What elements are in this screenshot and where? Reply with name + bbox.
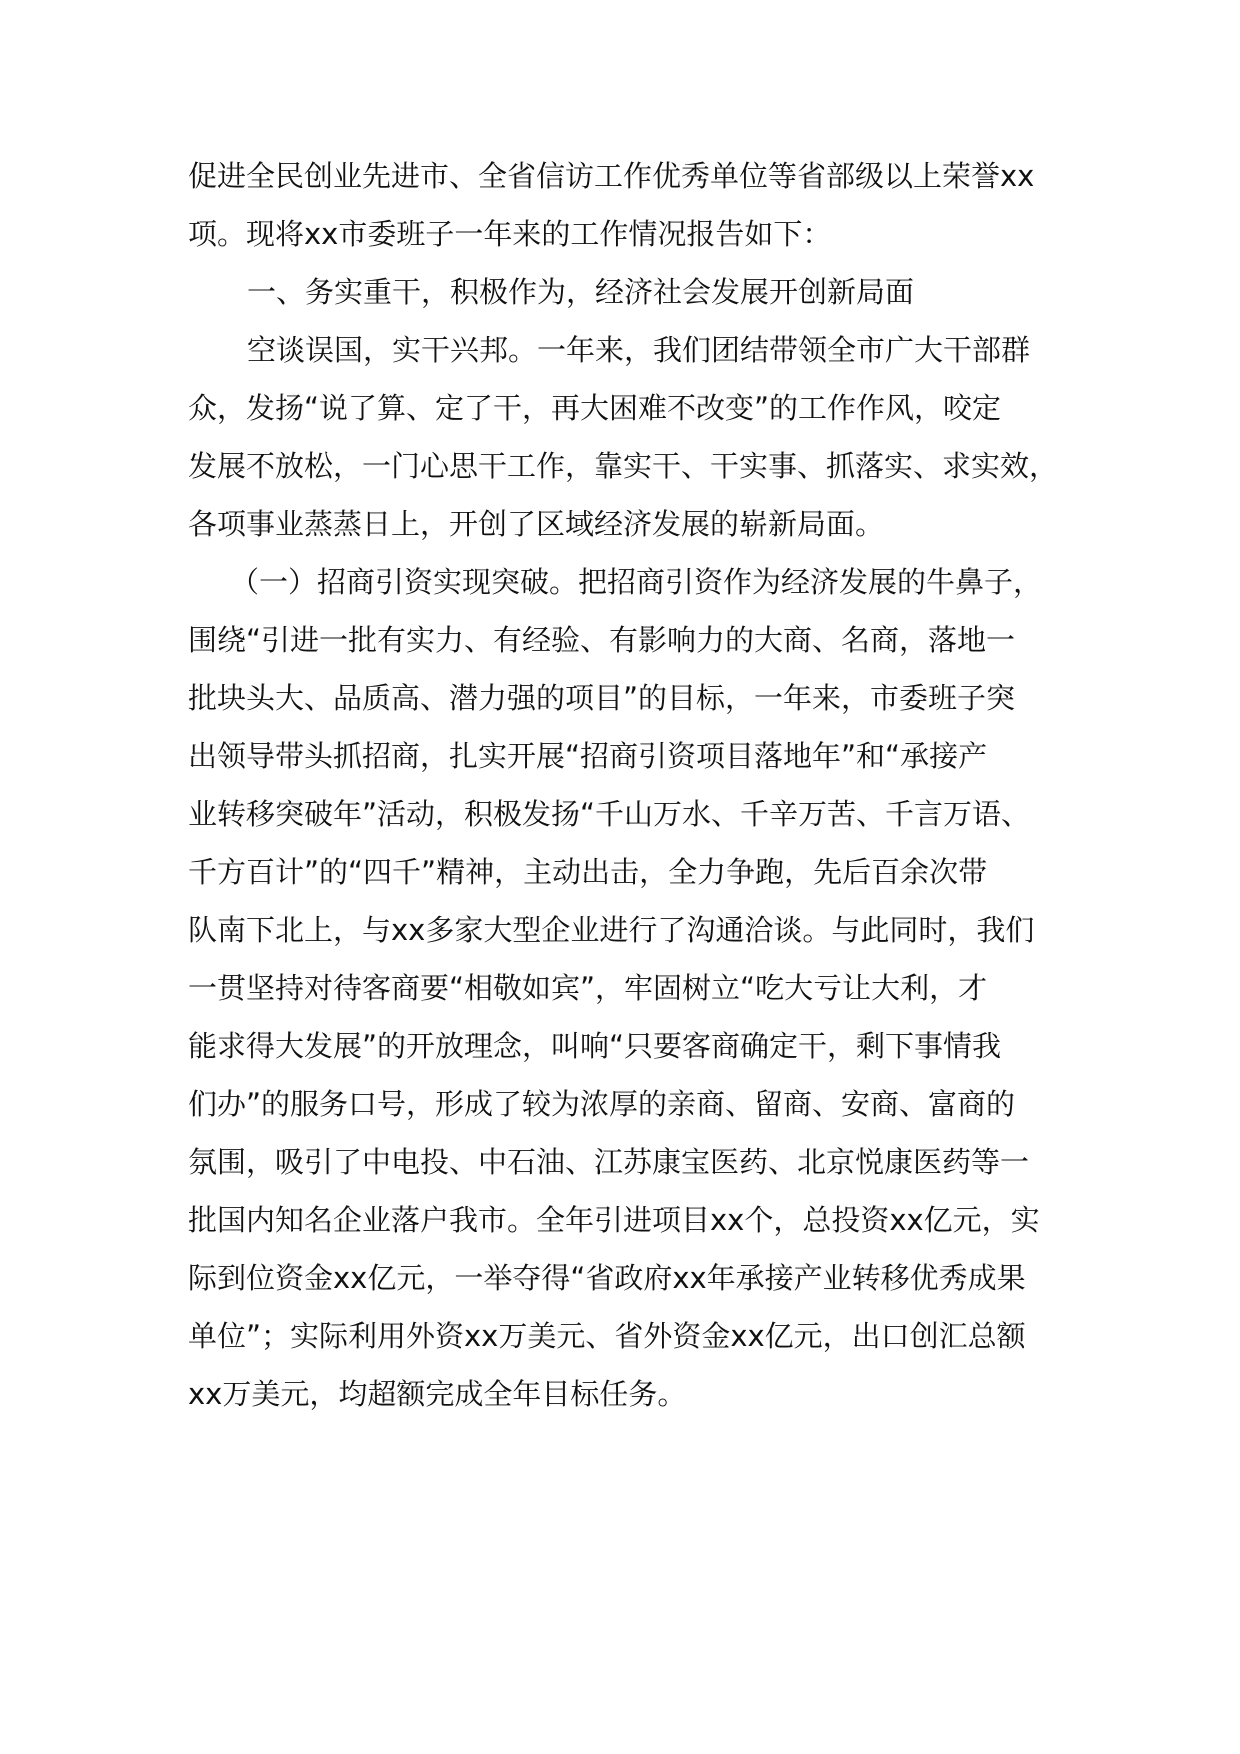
text-line: 批块头大、品质高、潜力强的项目”的目标，一年来，市委班子突 — [188, 681, 1016, 715]
text-line: xx万美元，均超额完成全年目标任务。 — [188, 1377, 687, 1411]
text-line: 围绕“引进一批有实力、有经验、有影响力的大商、名商，落地一 — [188, 623, 1016, 657]
section-heading: 一、务实重干，积极作为，经济社会发展开创新局面 — [247, 275, 915, 309]
text-line: 众，发扬“说了算、定了干，再大困难不改变”的工作作风，咬定 — [188, 391, 1002, 425]
text-line: 各项事业蒸蒸日上，开创了区域经济发展的崭新局面。 — [188, 507, 885, 541]
text-line: 出领导带头抓招商，扎实开展“招商引资项目落地年”和“承接产 — [188, 739, 988, 773]
text-line: 批国内知名企业落户我市。全年引进项目xx个，总投资xx亿元，实 — [188, 1203, 1040, 1237]
text-line: 项。现将xx市委班子一年来的工作情况报告如下： — [188, 217, 832, 251]
text-line: 队南下北上，与xx多家大型企业进行了沟通洽谈。与此同时，我们 — [188, 913, 1035, 947]
text-line: 促进全民创业先进市、全省信访工作优秀单位等省部级以上荣誉xx — [188, 159, 1035, 193]
text-line: 发展不放松，一门心思干工作，靠实干、干实事、抓落实、求实效， — [188, 449, 1059, 483]
text-line: 氛围，吸引了中电投、中石油、江苏康宝医药、北京悦康医药等一 — [188, 1145, 1030, 1179]
text-line: 千方百计”的“四千”精神，主动出击，全力争跑，先后百余次带 — [188, 855, 988, 889]
text-line: 际到位资金xx亿元，一举夺得“省政府xx年承接产业转移优秀成果 — [188, 1261, 1026, 1295]
text-line: 业转移突破年”活动，积极发扬“千山万水、千辛万苦、千言万语、 — [188, 797, 1031, 831]
text-line: 空谈误国，实干兴邦。一年来，我们团结带领全市广大干部群 — [247, 333, 1031, 367]
text-line: 一贯坚持对待客商要“相敬如宾”，牢固树立“吃大亏让大利，才 — [188, 971, 988, 1005]
text-line: 能求得大发展”的开放理念，叫响“只要客商确定干，剩下事情我 — [188, 1029, 1002, 1063]
text-line: 单位”；实际利用外资xx万美元、省外资金xx亿元，出口创汇总额 — [188, 1319, 1026, 1353]
subsection-line: （一）招商引资实现突破。把招商引资作为经济发展的牛鼻子， — [230, 565, 1043, 599]
text-line: 们办”的服务口号，形成了较为浓厚的亲商、留商、安商、富商的 — [188, 1087, 1016, 1121]
